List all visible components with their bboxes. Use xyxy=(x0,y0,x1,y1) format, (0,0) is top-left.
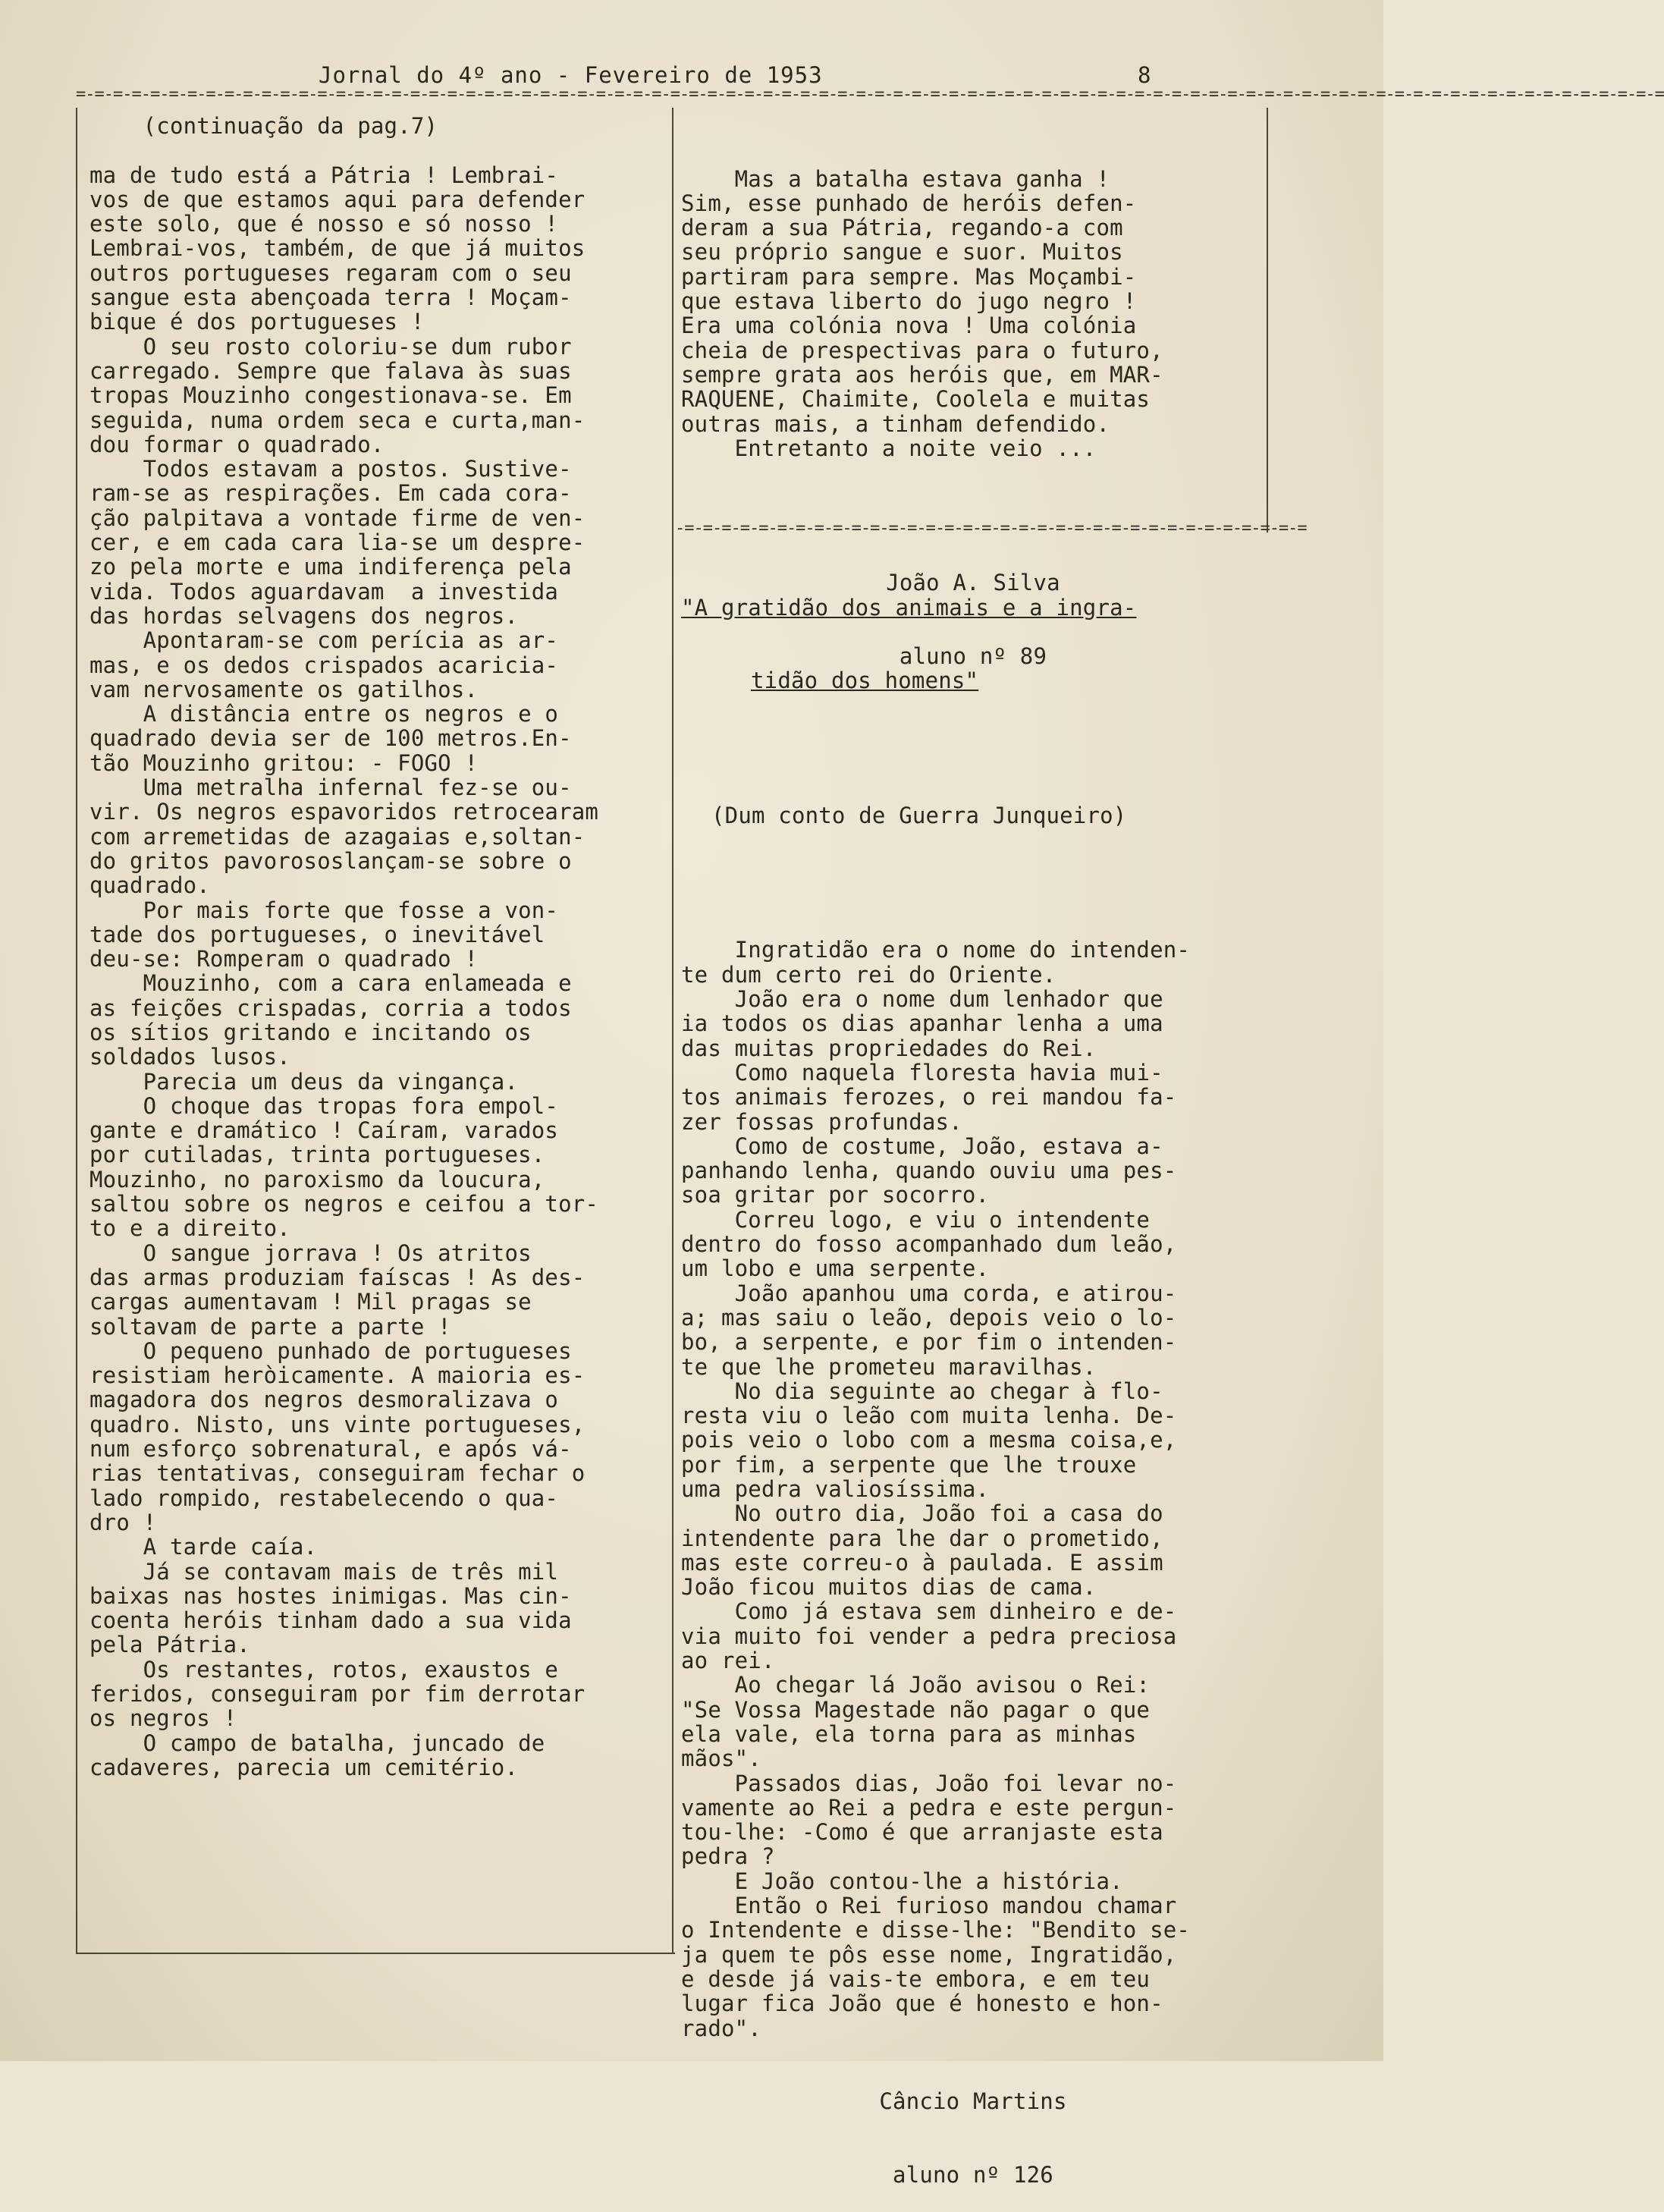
text-line: deu-se: Romperam o quadrado ! xyxy=(89,946,479,972)
text-line: soa gritar por socorro. xyxy=(681,1182,990,1208)
text-line: das muitas propriedades do Rei. xyxy=(681,1035,1097,1061)
text-line: O pequeno punhado de portugueses xyxy=(89,1337,572,1364)
text-line: vos de que estamos aqui para defender xyxy=(89,186,586,212)
text-line: cargas aumentavam ! Mil pragas se xyxy=(89,1289,532,1315)
column-divider xyxy=(672,108,673,1953)
text-line: tade dos portugueses, o inevitável xyxy=(89,921,545,947)
text-line: to e a direito. xyxy=(89,1215,290,1242)
left-column-article xyxy=(89,114,667,1780)
text-line: e desde já vais-te embora, e em teu xyxy=(681,1965,1151,1992)
text-line: das hordas selvagens dos negros. xyxy=(89,602,519,629)
text-line: tão Mouzinho gritou: - FOGO ! xyxy=(89,749,479,776)
text-line: deram a sua Pátria, regando-a com xyxy=(681,215,1123,241)
text-line: mas este correu-o à paulada. E assim xyxy=(681,1549,1163,1576)
text-line: ia todos os dias apanhar lenha a uma xyxy=(681,1010,1163,1037)
text-line: seu próprio sangue e suor. Muitos xyxy=(681,239,1123,266)
text-line: Apontaram-se com perícia as ar- xyxy=(89,627,559,654)
text-line: No dia seguinte ao chegar à flo- xyxy=(681,1378,1163,1404)
text-line: Mouzinho, com a cara enlameada e xyxy=(89,970,572,997)
text-line: pois veio o lobo com a mesma coisa,e, xyxy=(681,1427,1177,1453)
left-border xyxy=(76,108,77,1953)
text-line: tos animais ferozes, o rei mandou fa- xyxy=(681,1084,1177,1111)
text-line: outros portugueses regaram com o seu xyxy=(89,259,572,286)
text-line: cadaveres, parecia um cemitério. xyxy=(89,1754,519,1780)
text-line: zo pela morte e uma indiferença pela xyxy=(89,554,572,580)
story-text xyxy=(681,938,1265,2040)
story-title-line2: tidão dos homens" xyxy=(751,668,979,694)
text-line: E João contou-lhe a história. xyxy=(681,1868,1123,1894)
text-line: lado rompido, restabelecendo o qua- xyxy=(89,1485,559,1511)
text-line: RAQUENE, Chaimite, Coolela e muitas xyxy=(681,386,1151,413)
author-number: aluno nº 89 xyxy=(899,643,1047,670)
text-line: O sangue jorrava ! Os atritos xyxy=(89,1240,532,1266)
text-line: O choque das tropas fora empol- xyxy=(89,1092,559,1119)
text-line: pedra ? xyxy=(681,1843,775,1870)
text-line: Passados dias, João foi levar no- xyxy=(681,1770,1177,1796)
text-line: Todos estavam a postos. Sustive- xyxy=(89,456,572,482)
text-line: rado". xyxy=(681,2015,761,2041)
text-line: seguida, numa ordem seca e curta,man- xyxy=(89,407,586,433)
text-line: tropas Mouzinho congestionava-se. Em xyxy=(89,382,572,409)
text-line: que estava liberto do jugo negro ! xyxy=(681,288,1137,315)
text-line: cheia de prespectivas para o futuro, xyxy=(681,337,1163,363)
text-line: feridos, conseguiram por fim derrotar xyxy=(89,1681,586,1707)
text-line: ela vale, ela torna para as minhas xyxy=(681,1720,1137,1747)
story-author-name: Câncio Martins xyxy=(879,2088,1067,2115)
text-line: rias tentativas, conseguiram fechar o xyxy=(89,1460,586,1487)
text-line: cer, e em cada cara lia-se um despre- xyxy=(89,529,586,556)
text-line: O campo de batalha, juncado de xyxy=(89,1730,545,1756)
text-line: ção palpitava a vontade firme de ven- xyxy=(89,504,586,531)
text-line: ao rei. xyxy=(681,1648,775,1674)
text-line: lugar fica João que é honesto e hon- xyxy=(681,1990,1163,2017)
text-line: Ao chegar lá João avisou o Rei: xyxy=(681,1672,1151,1698)
text-line: "Se Vossa Magestade não pagar o que xyxy=(681,1696,1151,1723)
text-line: Então o Rei furioso mandou chamar xyxy=(681,1893,1177,1919)
text-line: panhando lenha, quando ouviu uma pes- xyxy=(681,1158,1177,1184)
top-rule: =-=-=-=-=-=-=-=-=-=-=-=-=-=-=-=-=-=-=-=-=-=-=-=-=-=-=-=-=-=-=-=-=-=-=-=-=-=-=-=-=-=-=-=-=-=-=-=-=-=-=-=-=-=-=-=-=-=-=-=-=-=-=-=-=-=-=-=-=-=-=-=-=-=-=-=-=-=-=-=-=-=-=-=-=-= xyxy=(76,85,1664,104)
text-line: o Intendente e disse-lhe: "Bendito se- xyxy=(681,1917,1191,1943)
text-line: vida. Todos aguardavam a investida xyxy=(89,578,559,605)
text-line: das armas produziam faíscas ! As des- xyxy=(89,1264,586,1290)
text-line: outras mais, a tinham defendido. xyxy=(681,410,1110,437)
text-line: vir. Os negros espavoridos retrocearam xyxy=(89,799,599,825)
text-line: um lobo e uma serpente. xyxy=(681,1255,990,1282)
text-line: por fim, a serpente que lhe trouxe xyxy=(681,1451,1137,1478)
text-line: mãos". xyxy=(681,1745,761,1772)
text-line: resistiam heròicamente. A maioria es- xyxy=(89,1362,586,1389)
text-line: resta viu o leão com muita lenha. De- xyxy=(681,1403,1177,1429)
text-line: uma pedra valiosíssima. xyxy=(681,1475,990,1502)
text-line: saltou sobre os negros e ceifou a tor- xyxy=(89,1191,599,1218)
text-line: A tarde caía. xyxy=(89,1534,318,1560)
text-line xyxy=(89,138,667,162)
text-line: carregado. Sempre que falava às suas xyxy=(89,357,572,384)
text-line: João ficou muitos dias de cama. xyxy=(681,1574,1097,1601)
text-line: ram-se as respirações. Em cada cora- xyxy=(89,480,572,507)
text-line: Mouzinho, no paroxismo da loucura, xyxy=(89,1166,545,1192)
text-line: quadrado devia ser de 100 metros.En- xyxy=(89,725,572,752)
text-line: A distância entre os negros e o xyxy=(89,701,559,727)
text-line: do gritos pavorososlançam-se sobre o xyxy=(89,847,572,874)
text-line: as feições crispadas, corria a todos xyxy=(89,994,572,1021)
text-line: Como já estava sem dinheiro e de- xyxy=(681,1598,1177,1625)
article-separator-rule: -=-=-=-=-=-=-=-=-=-=-=-=-=-=-=-=-=-=-=-=-=-=-=-=-=-=-=-=-=-=-=-=-=-= xyxy=(675,519,1307,538)
text-line: Os restantes, rotos, exaustos e xyxy=(89,1656,559,1683)
bottom-rule xyxy=(76,1953,675,1966)
text-line: Era uma colónia nova ! Uma colónia xyxy=(681,313,1137,339)
text-line: tou-lhe: -Como é que arranjaste esta xyxy=(681,1819,1163,1846)
text-line: quadro. Nisto, uns vinte portugueses, xyxy=(89,1411,586,1437)
text-line: zer fossas profundas. xyxy=(681,1108,962,1135)
text-line: dentro do fosso acompanhado dum leão, xyxy=(681,1231,1177,1258)
text-line: mas, e os dedos crispados acaricia- xyxy=(89,652,559,678)
text-line: soltavam de parte a parte ! xyxy=(89,1313,451,1340)
text-line: ma de tudo está a Pátria ! Lembrai- xyxy=(89,162,559,188)
text-line: te que lhe prometeu maravilhas. xyxy=(681,1353,1097,1380)
text-line: Mas a batalha estava ganha ! xyxy=(681,165,1110,192)
story-article xyxy=(681,546,1265,2212)
page-number: 8 xyxy=(1138,62,1151,88)
text-line: ja quem te pôs esse nome, Ingratidão, xyxy=(681,1941,1177,1968)
text-line: Entretanto a noite veio ... xyxy=(681,435,1097,461)
text-line: coenta heróis tinham dado a sua vida xyxy=(89,1607,572,1634)
text-line: magadora dos negros desmoralizava o xyxy=(89,1387,559,1413)
text-line: te dum certo rei do Oriente. xyxy=(681,961,1056,988)
story-title-line1: "A gratidão dos animais e a ingra- xyxy=(681,594,1137,621)
text-line: vam nervosamente os gatilhos. xyxy=(89,676,479,702)
text-line: (continuação da pag.7) xyxy=(89,113,438,139)
text-line: bique é dos portugueses ! xyxy=(89,309,425,335)
text-line: Parecia um deus da vingança. xyxy=(89,1068,519,1095)
text-line: Uma metralha infernal fez-se ou- xyxy=(89,775,572,801)
right-border xyxy=(1267,108,1268,533)
story-author-number: aluno nº 126 xyxy=(893,2162,1053,2188)
text-line: este solo, que é nosso e só nosso ! xyxy=(89,211,559,237)
text-line: sempre grata aos heróis que, em MAR- xyxy=(681,361,1163,388)
text-line: num esforço sobrenatural, e após vá- xyxy=(89,1436,572,1463)
text-line: vamente ao Rei a pedra e este pergun- xyxy=(681,1794,1177,1821)
text-line: Correu logo, e viu o intendente xyxy=(681,1206,1151,1233)
text-line: O seu rosto coloriu-se dum rubor xyxy=(89,333,572,360)
text-line: os sítios gritando e incitando os xyxy=(89,1019,532,1045)
newspaper-title: Jornal do 4º ano - Fevereiro de 1953 xyxy=(319,62,823,88)
text-line: pela Pátria. xyxy=(89,1632,250,1658)
text-line: os negros ! xyxy=(89,1705,237,1732)
text-line: por cutiladas, trinta portugueses. xyxy=(89,1142,545,1168)
text-line: No outro dia, João foi a casa do xyxy=(681,1500,1163,1527)
text-line: gante e dramático ! Caíram, varados xyxy=(89,1117,559,1144)
text-line: bo, a serpente, e por fim o intenden- xyxy=(681,1329,1177,1356)
author-name: João A. Silva xyxy=(886,570,1060,596)
text-line: sangue esta abençoada terra ! Moçam- xyxy=(89,284,572,311)
text-line: Como naquela floresta havia mui- xyxy=(681,1059,1163,1086)
text-line: João apanhou uma corda, e atirou- xyxy=(681,1280,1177,1306)
text-line: Já se contavam mais de três mil xyxy=(89,1558,559,1585)
text-line: Sim, esse punhado de heróis defen- xyxy=(681,190,1137,216)
right-top-text xyxy=(681,167,1265,461)
story-subtitle: (Dum conto de Guerra Junqueiro) xyxy=(711,802,1127,828)
text-line: dro ! xyxy=(89,1509,157,1535)
text-line: via muito foi vender a pedra preciosa xyxy=(681,1623,1177,1649)
text-line: Ingratidão era o nome do intenden- xyxy=(681,937,1191,963)
text-line: com arremetidas de azagaias e,soltan- xyxy=(89,823,586,850)
text-line: soldados lusos. xyxy=(89,1044,290,1070)
text-line: Por mais forte que fosse a von- xyxy=(89,897,559,923)
text-line: partiram para sempre. Mas Moçambi- xyxy=(681,263,1137,290)
text-line: Como de costume, João, estava a- xyxy=(681,1133,1163,1159)
text-line: baixas nas hostes inimigas. Mas cin- xyxy=(89,1582,572,1609)
text-line: dou formar o quadrado. xyxy=(89,431,385,457)
text-line: intendente para lhe dar o prometido, xyxy=(681,1525,1163,1551)
text-line: a; mas saiu o leão, depois veio o lo- xyxy=(681,1304,1177,1331)
text-line: quadrado. xyxy=(89,872,210,899)
text-line: João era o nome dum lenhador que xyxy=(681,986,1163,1013)
text-line: Lembrai-vos, também, de que já muitos xyxy=(89,235,586,262)
